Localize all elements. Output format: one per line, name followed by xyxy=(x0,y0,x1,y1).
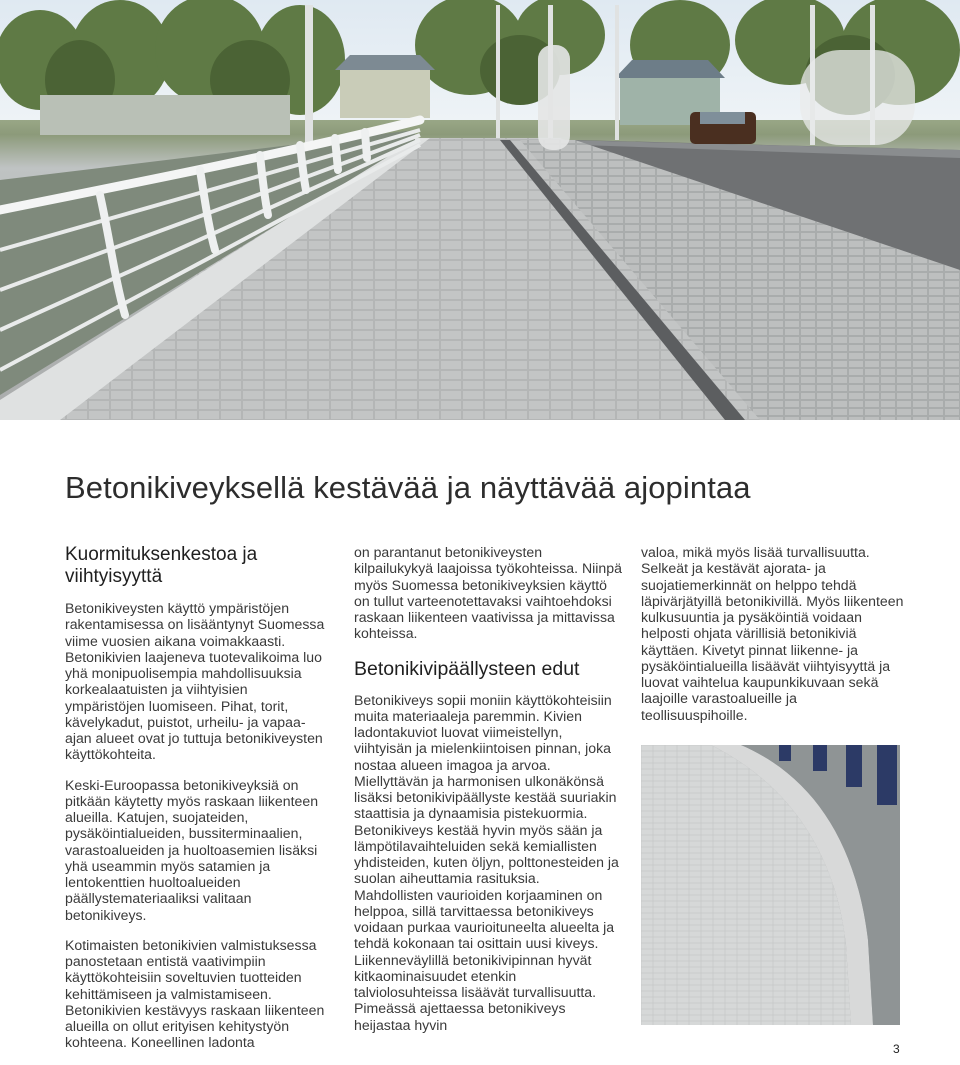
paragraph: Keski-Euroopassa betonikiveyksiä on pitkään käytetty myös raskaan liikenteen alueilla. Katujen, suojateiden, pysäköintialueiden, bussiterminaalien, varastoalueiden ja huoltoasemien lisäksi yhä useammin myös satamien ja lentokenttien huoltoalueiden päällystemateriaaliksi valitaan betonikiveys. xyxy=(65,776,319,923)
page-number: 3 xyxy=(893,1042,900,1056)
secondary-photo-illustration xyxy=(641,745,900,1025)
section-heading-benefits: Betonikivipäällysteen edut xyxy=(354,657,580,680)
secondary-photo xyxy=(641,745,900,1025)
text-column-3 xyxy=(641,544,906,737)
paragraph: Betonikiveysten käyttö ympäristöjen rakentamisessa on lisääntynyt Suomessa viime vuosien aikana voimakkaasti. Betonikivien laajeneva tuotevalikoima luo yhä monipuolisempia mahdollisuuksia korkealaatuisten ja viihtyisien ympäristöjen luomiseen. Pihat, torit, kävelykadut, puistot, urheilu- ja vapaa-ajan alueet ovat jo tuttuja betonikiveysten käyttökohteita. xyxy=(65,600,325,763)
text-column-1 xyxy=(65,544,330,1065)
hero-photo xyxy=(0,0,960,420)
text-column-2 xyxy=(354,544,622,1047)
paragraph: Betonikiveys sopii moniin käyttökohteisiin muita materiaaleja paremmin. Kivien ladontakuviot luovat viimeistellyn, viihtyisän ja mielenkiintoisen pinnan, joka nostaa alueen imagoa ja arvoa. Miellyttävän ja harmonisen ulkonäkönsä lisäksi betonikivipäällyste kestää suuriakin staattisia ja dynaamisia pistekuormia. Betonikiveys kestää hyvin myös sään ja lämpötilavaihteluiden sekä kemiallisten yhdisteiden, kuten öljyn, polttonesteiden ja suolan aiheuttamia rasituksia. Mahdollisten vaurioiden korjaaminen on helppoa, sillä tarvittaessa betonikiveys voidaan purkaa vaurioituneelta alueelta ja tehdä kokonaan tai osittain uusi kiveys. Liikenneväylillä betonikivipinnan hyvät kitkaominaisuudet etenkin talviolosuhteissa lisäävät turvallisuutta. Pimeässä ajettaessa betonikiveys heijastaa hyvin xyxy=(354,691,619,1033)
paragraph: Kotimaisten betonikivien valmistuksessa panostetaan entistä vaativimpiin käyttökohteisiin soveltuvien tuotteiden kehittämiseen ja valmistamiseen. Betonikivien kestävyys raskaan liikenteen alueilla on ollut erityisen kehitystyön kohteena. Koneellinen ladonta xyxy=(65,936,325,1051)
section-heading-load: Kuormituksenkestoa ja viihtyisyyttä xyxy=(65,544,258,587)
paragraph: valoa, mikä myös lisää turvallisuutta. Selkeät ja kestävät ajorata- ja suojatiemerkinnät on helppo tehdä läpivärjätyillä betonikivillä. Myös liikenteen kulkusuuntia ja pysäköintiä voidaan helposti ohjata värillisiä betonikiviä käyttäen. Kivetyt pinnat liikenne- ja pysäköintialueilla lisäävät viihtyisyyttä ja luovat vaihtelua kaupunkikuvaan sekä laajoille varastoalueille ja teollisuuspihoille. xyxy=(641,544,904,723)
page-title: Betonikiveyksellä kestävää ja näyttävää ajopintaa xyxy=(65,470,751,505)
hero-photo-illustration xyxy=(0,0,960,420)
paragraph: on parantanut betonikiveysten kilpailukykyä laajoissa työkohteissa. Niinpä myös Suomessa betonikiveyksien käyttö on tullut varteenotettavaksi vaihtoehdoksi raskaan liikenteen vaativissa ja mittavissa kohteissa. xyxy=(354,544,622,642)
